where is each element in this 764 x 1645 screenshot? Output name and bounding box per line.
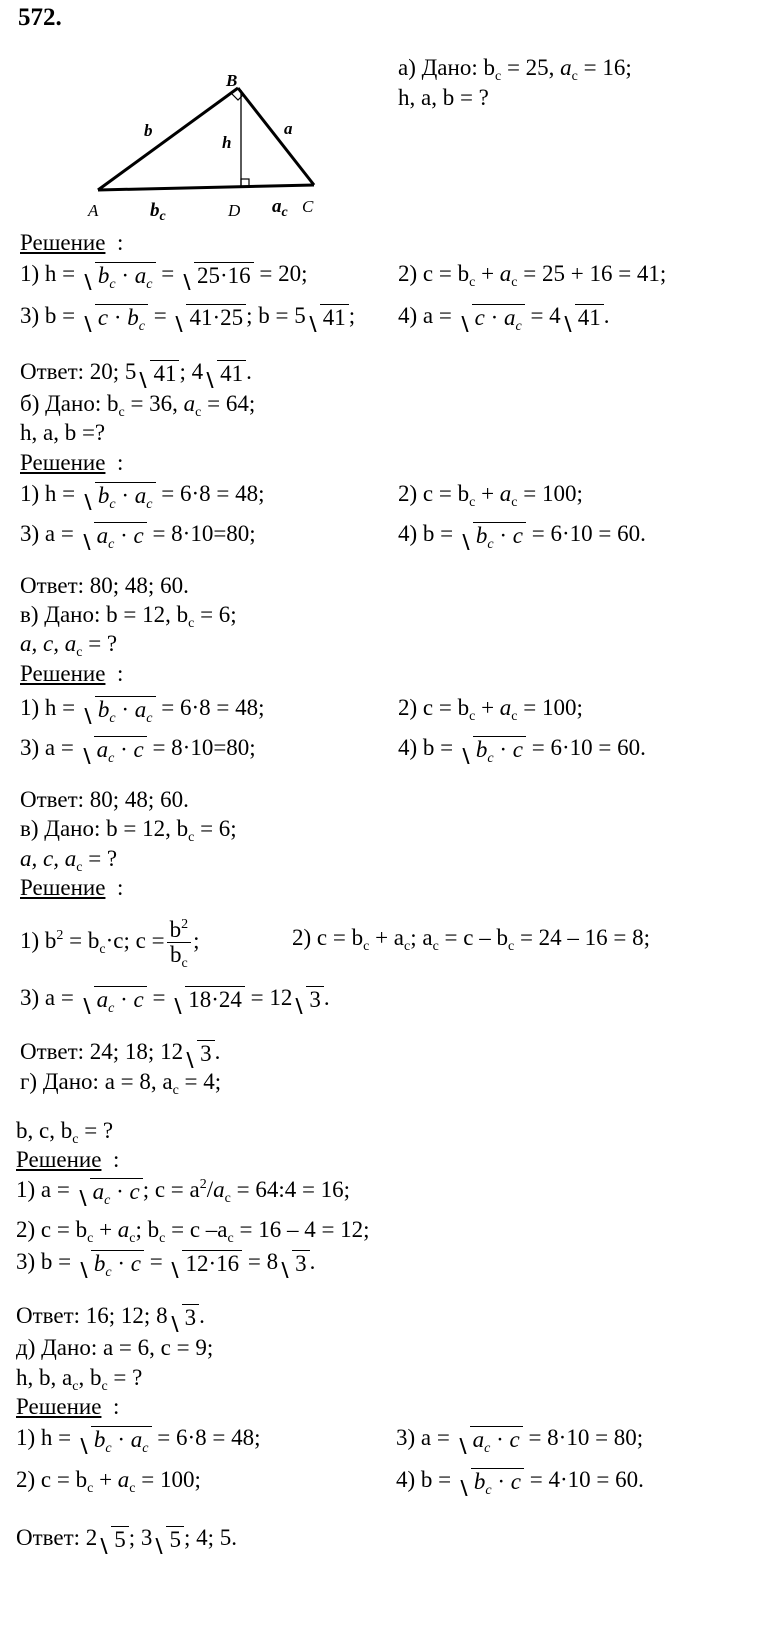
part-d-given: д) Дано: a = 6, c = 9;: [16, 1335, 214, 1360]
part-g-unknown: b, c, $b_c$ = ?: [16, 1118, 114, 1147]
part-d-unknown: h, b, $a_c$, $b_c$ = ?: [16, 1365, 143, 1394]
part-v1-step-1: 1) $h = b_c \cdot a_c = 6\cdot 8 = 48$;: [20, 695, 265, 726]
label-bc: $b_c$: [150, 200, 166, 224]
part-d-step-2: 2) $c = b_c + a_c = 100$;: [16, 1467, 201, 1496]
part-v2-answer: Ответ: 24; 18; 12 3 .: [20, 1039, 221, 1066]
solution-heading: Решение: [20, 661, 106, 686]
part-b-step-4: 4) $b = b_c \cdot c = 6\cdot 10 = 60$.: [398, 521, 646, 552]
label-ac: $a_c$: [272, 196, 288, 220]
solution-heading: Решение: [16, 1147, 102, 1172]
part-d-step-4: 4) $b = b_c \cdot c = 4\cdot 10 = 60$.: [396, 1467, 644, 1498]
part-b-unknown: h, a, b =?: [20, 420, 106, 445]
part-v2-step-2: 2) $c = b_c + a_c$; $a_c = c - b_c = 24 - 16 = 8$;: [292, 925, 651, 954]
side-c: [98, 185, 314, 190]
part-v1-step-2: 2) $c = b_c + a_c = 100$;: [398, 695, 583, 724]
part-d-step-1: 1) $h = b_c \cdot a_c = 6\cdot 8 = 48$;: [16, 1425, 261, 1456]
part-a-step-1: 1) $h = b_c \cdot a_c = 25\cdot 16 = 20$;: [20, 261, 308, 292]
label-C: C: [302, 197, 314, 216]
solution-heading: Решение: [20, 230, 106, 255]
label-B: B: [226, 72, 238, 90]
part-b-answer: Ответ: 80; 48; 60.: [20, 573, 189, 598]
part-a-given: а) Дано: $b_c = 25$, $a_c = 16$;: [398, 55, 632, 84]
part-a-answer: Ответ: 20; 5 41 ; 4 41 .: [20, 359, 252, 386]
label-D: D: [228, 201, 241, 220]
part-a-unknown: h, a, b = ?: [398, 85, 489, 110]
label-h: h: [222, 133, 232, 152]
solution-heading: Решение: [20, 450, 106, 475]
part-v1-step-3: 3) $a = a_c \cdot c = 8\cdot 10=80$;: [20, 735, 256, 766]
part-d-answer: Ответ: 2 5 ; 3 5 ; 4; 5.: [16, 1525, 237, 1552]
part-d-step-3: 3) $a = a_c \cdot c = 8\cdot 10 = 80$;: [396, 1425, 644, 1456]
triangle-diagram: [80, 72, 350, 232]
side-b: [98, 88, 238, 190]
side-a: [238, 88, 314, 185]
part-v2-given: в) Дано: b = 12, $b_c = 6$;: [20, 816, 237, 845]
part-v1-unknown: a, c, $a_c$ = ?: [20, 631, 118, 660]
part-b-step-2: 2) $c = b_c + a_c = 100$;: [398, 481, 583, 510]
part-a-step-2: 2) $c = b_c + a_c = 25 + 16 = 41$;: [398, 261, 667, 290]
problem-number: 572.: [18, 4, 62, 31]
part-b-given: б) Дано: $b_c = 36$, $a_c = 64$;: [20, 391, 256, 420]
part-v2-step-1: 1) $b^2 = b_c\cdot c$; c = $\frac{b^2}{b_c}$ ;: [20, 917, 200, 972]
part-v2-unknown: a, c, $a_c$ = ?: [20, 846, 118, 875]
part-b-step-3: 3) $a = a_c \cdot c = 8\cdot 10=80$;: [20, 521, 256, 552]
part-v1-given: в) Дано: b = 12, $b_c = 6$;: [20, 602, 237, 631]
part-g-step-2: 2) $c = b_c + a_c$; $b_c = c$ $-a_c = 16 - 4 = 12$;: [16, 1217, 370, 1246]
part-a-step-4: 4) $a = c \cdot a_c = 4$ 41 .: [398, 303, 610, 334]
label-b: b: [144, 121, 153, 140]
part-g-step-1: 1) $a = a_c \cdot c$ ; $c = a^2/a_c$ = 64:4 = 16;: [16, 1177, 351, 1208]
part-a-step-3: 3) $b = c \cdot b_c = 41\cdot 25$ ; b = 5 41 ;: [20, 303, 356, 334]
part-v1-step-4: 4) $b = b_c \cdot c = 6\cdot 10 = 60$.: [398, 735, 646, 766]
label-a: a: [284, 119, 293, 138]
solution-heading: Решение: [20, 875, 106, 900]
part-g-answer: Ответ: 16; 12; 8 3 .: [16, 1303, 205, 1330]
solution-heading: Решение: [16, 1394, 102, 1419]
part-v1-answer: Ответ: 80; 48; 60.: [20, 787, 189, 812]
part-g-given: г) Дано: a = 8, $a_c = 4$;: [20, 1069, 222, 1098]
label-A: A: [88, 201, 99, 220]
part-v2-step-3: 3) $a = a_c \cdot c = 18\cdot 24 = 12$ 3 .: [20, 985, 330, 1016]
part-b-step-1: 1) $h = b_c \cdot a_c = 6\cdot 8 = 48$;: [20, 481, 265, 512]
part-g-step-3: 3) $b = b_c \cdot c = 12\cdot 16 = 8$ 3 .: [16, 1249, 316, 1280]
